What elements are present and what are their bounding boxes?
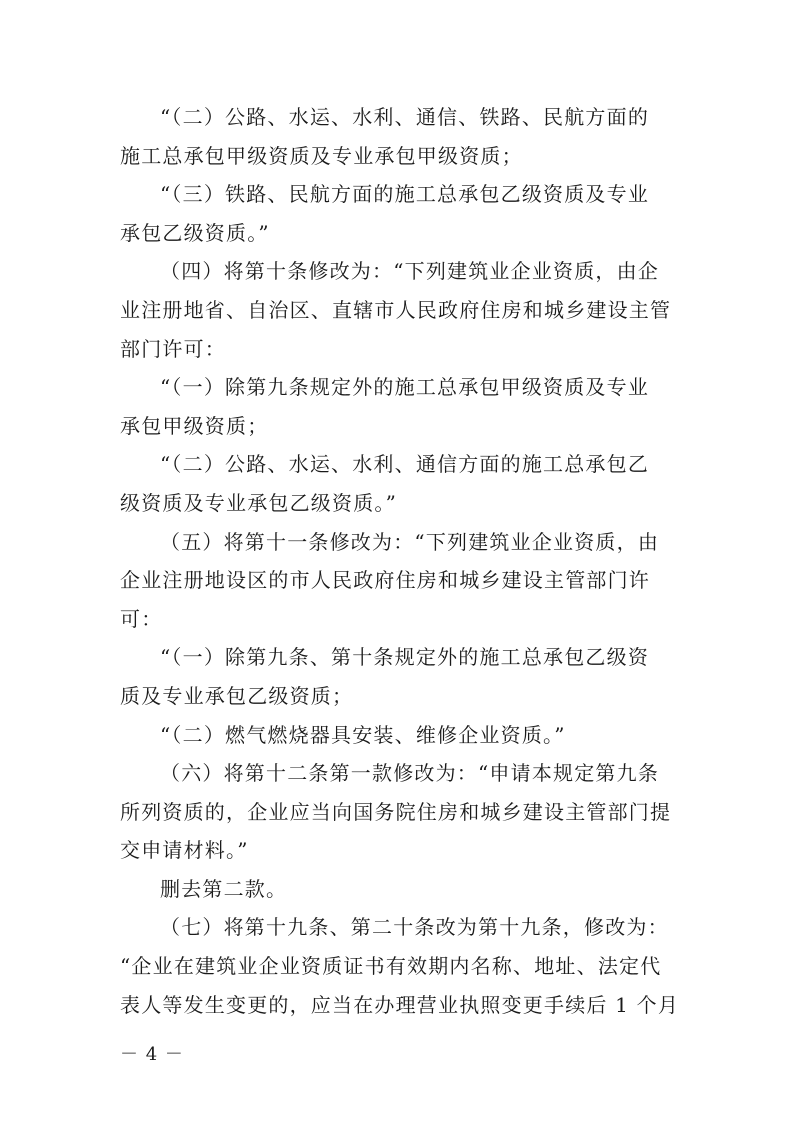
document-line: 级资质及专业承包乙级资质。” <box>120 490 398 515</box>
document-line: 企业注册地设区的市人民政府住房和城乡建设主管部门许 <box>120 568 650 593</box>
document-line: 删去第二款。 <box>160 876 288 901</box>
page-number: － 4 － <box>120 1044 184 1065</box>
document-line: （七）将第十九条、第二十条改为第十九条，修改为： <box>160 915 669 940</box>
document-line: 承包乙级资质。” <box>120 220 270 245</box>
document-line: “企业在建筑业企业资质证书有效期内名称、地址、法定代 <box>120 954 662 979</box>
document-line: “（一）除第九条规定外的施工总承包甲级资质及专业 <box>160 375 650 400</box>
document-body <box>120 98 680 1024</box>
document-line: （四）将第十条修改为：“下列建筑业企业资质，由企 <box>160 259 660 284</box>
document-line: （五）将第十一条修改为：“下列建筑业企业资质，由 <box>160 529 660 554</box>
document-line: 施工总承包甲级资质及专业承包甲级资质； <box>120 143 523 168</box>
document-line: 可： <box>120 606 163 631</box>
document-line: “（一）除第九条、第十条规定外的施工总承包乙级资 <box>160 645 650 670</box>
document-line: 部门许可： <box>120 336 226 361</box>
document-line: “（二）公路、水运、水利、通信、铁路、民航方面的 <box>160 105 650 129</box>
document-line: “（二）公路、水运、水利、通信方面的施工总承包乙 <box>160 452 650 477</box>
document-line: 承包甲级资质； <box>120 413 269 438</box>
document-line: （六）将第十二条第一款修改为：“申请本规定第九条 <box>160 761 660 786</box>
document-line: 质及专业承包乙级资质； <box>120 683 354 708</box>
document-line: 业注册地省、自治区、直辖市人民政府住房和城乡建设主管 <box>120 297 672 322</box>
document-line: 交申请材料。” <box>120 838 249 863</box>
document-line: “（三）铁路、民航方面的施工总承包乙级资质及专业 <box>160 182 650 207</box>
document-line: “（二）燃气燃烧器具安装、维修企业资质。” <box>160 722 566 747</box>
document-line: 表人等发生变更的，应当在办理营业执照变更手续后 1 个月 <box>120 992 680 1017</box>
document-line: 所列资质的，企业应当向国务院住房和城乡建设主管部门提 <box>120 799 672 824</box>
